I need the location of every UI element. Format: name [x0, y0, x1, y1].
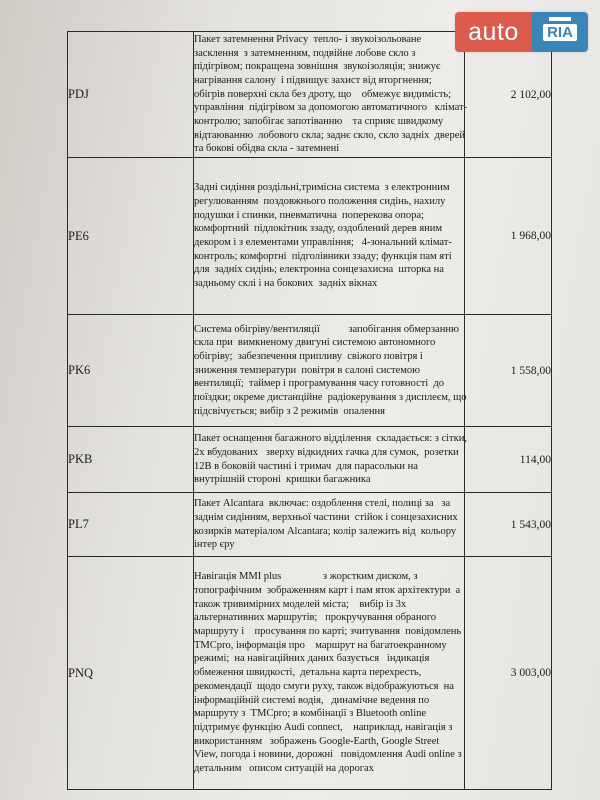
description-line: управління підігрівом за допомогою автоматичного клімат-	[194, 102, 468, 114]
description-line: декором і з елементами управління; 4-зональний клімат-	[194, 237, 452, 248]
description-line: задньому склі і на бокових задніх вікнах	[194, 278, 378, 290]
description-line: обмеження швидкості, детальна карта перехресть,	[194, 667, 422, 679]
description-line: контроль; комфортні підголівники ззаду; функція пам яті	[194, 250, 452, 262]
description-line: 2х вбудованих зверху відкидних гачка для сумок, розетки	[194, 446, 459, 458]
description-line: детальним описом ситуацій на дорогах	[194, 763, 374, 775]
option-price: 2 102,00	[465, 32, 552, 158]
option-description	[194, 427, 465, 493]
option-row	[68, 315, 552, 427]
description-line: контролю; запобігає запотіванню та сприяє швидкому	[194, 116, 444, 128]
option-price: 1 558,00	[465, 315, 552, 427]
description-line: подушки і спинки, пневматична поперекова опора;	[194, 209, 424, 221]
description-line: обігрів поверхні скла без дроту, що обмежує видимість;	[194, 88, 452, 100]
description-line: 12В в боковій частині і тримач для парасольки на	[194, 460, 418, 472]
option-price: 1 543,00	[465, 493, 552, 557]
option-code: PNQ	[68, 557, 194, 790]
description-line: козирків матеріалом Alcantara; колір залежить від кольору	[194, 525, 457, 537]
option-row	[68, 158, 552, 315]
watermark-auto-text: auto	[455, 12, 532, 52]
description-line: Система обігріву/вентиляції запобігання обмерзанню	[194, 323, 459, 335]
option-row	[68, 557, 552, 790]
description-line: View, погода і новини, дорожні повідомлення Audi online з	[194, 749, 462, 761]
option-description	[194, 32, 468, 158]
option-row	[68, 427, 552, 493]
ria-tab-shape	[549, 17, 571, 21]
option-code: PKB	[68, 427, 194, 493]
description-line: інформаційній системі водія, динамічне ведення по	[194, 694, 430, 706]
description-line: обігріву; забезпечення припливу свіжого повітря і	[194, 350, 423, 362]
description-line: Пакет Alcantara включає: оздоблення стелі, полиці за за	[194, 498, 451, 510]
description-line: поїздки; окреме дистанційне радіокерування з дисплеєм, що	[194, 392, 467, 404]
description-line: рекомендації щодо смуги руху, також відображуються на	[194, 680, 454, 692]
option-code: PK6	[68, 315, 194, 427]
description-line: заднім сидінням, верхньої частини стійок і сонцезахисних	[194, 511, 458, 523]
description-line: відтаюванню лобового скла; заднє скло, скло задніх дверей	[194, 129, 465, 141]
option-description	[194, 158, 465, 315]
description-line: засклення з затемненням, подвійне лобове скло з	[194, 47, 416, 59]
option-description	[194, 493, 465, 557]
option-price: 3 003,00	[465, 557, 552, 790]
description-line: режимі; на навігаційних даних базується індикація	[194, 653, 430, 665]
option-code: PL7	[68, 493, 194, 557]
option-code: PE6	[68, 158, 194, 315]
description-line: також тривимірних моделей міста; вибір із 3х	[194, 598, 407, 610]
description-line: Задні сидіння роздільні,тримісна система з електронним	[194, 182, 450, 194]
option-description	[194, 315, 465, 427]
description-line: регулюванням поздовжнього положення сидінь, нахилу	[194, 195, 446, 207]
description-line: Навігація MMI plus з жорстким диском, з	[194, 571, 418, 583]
option-price: 114,00	[465, 427, 552, 493]
description-line: інтер єру	[194, 539, 235, 551]
description-line: внутрішній стороні кришки багажника	[194, 474, 371, 486]
description-line: зниження температури повітря в салоні системою	[194, 364, 421, 376]
watermark-ria-badge	[532, 12, 588, 52]
description-line: підігрівом; покращена зовнішня звукоізоляція; знижує	[194, 61, 441, 73]
option-row	[68, 493, 552, 557]
auto-ria-watermark	[455, 12, 588, 52]
description-line: вентиляції; таймер і програмування часу готовності до	[194, 378, 444, 390]
description-line: Пакет затемнення Privacy тепло- і звукоізольоване	[194, 33, 422, 45]
description-line: скла при вимкненому двигуні системою автономного	[194, 337, 436, 349]
option-code: PDJ	[68, 32, 194, 158]
description-line: альтернативних маршрутів; прокручування обраного	[194, 612, 436, 624]
description-line: підтримує функцію Audi connect, наприклад, навігація з	[194, 721, 453, 733]
watermark-ria-text: RIA	[543, 24, 577, 41]
option-price: 1 968,00	[465, 158, 552, 315]
description-line: комфортний підлокітник ззаду, оздоблений дерев яним	[194, 223, 443, 235]
description-line: Пакет оснащення багажного відділення складається: з сітки,	[194, 433, 467, 445]
options-price-table	[67, 31, 552, 790]
description-line: використанням зображень Google-Earth, Google Street	[194, 735, 440, 747]
description-line: підсвічується; вибір з 2 режимів опалення	[194, 405, 385, 417]
description-line: та бокові обідва скла - затемнені	[194, 143, 340, 155]
description-line: маршруту і просування по карті; зчитування повідомлень	[194, 626, 462, 638]
option-description	[194, 557, 465, 790]
description-line: TMCpro, інформація про маршрут на багатоекранному	[194, 639, 447, 651]
description-line: для задніх сидінь; електронна сонцезахисна шторка на	[194, 264, 444, 276]
description-line: маршруту з TMCpro; в комбінації з Bluetooth online	[194, 708, 426, 720]
description-line: нагрівання салону і підвищує захист від вторгнення;	[194, 74, 432, 86]
description-line: топографічним зображенням карт і пам яток архітектури а	[194, 584, 461, 596]
